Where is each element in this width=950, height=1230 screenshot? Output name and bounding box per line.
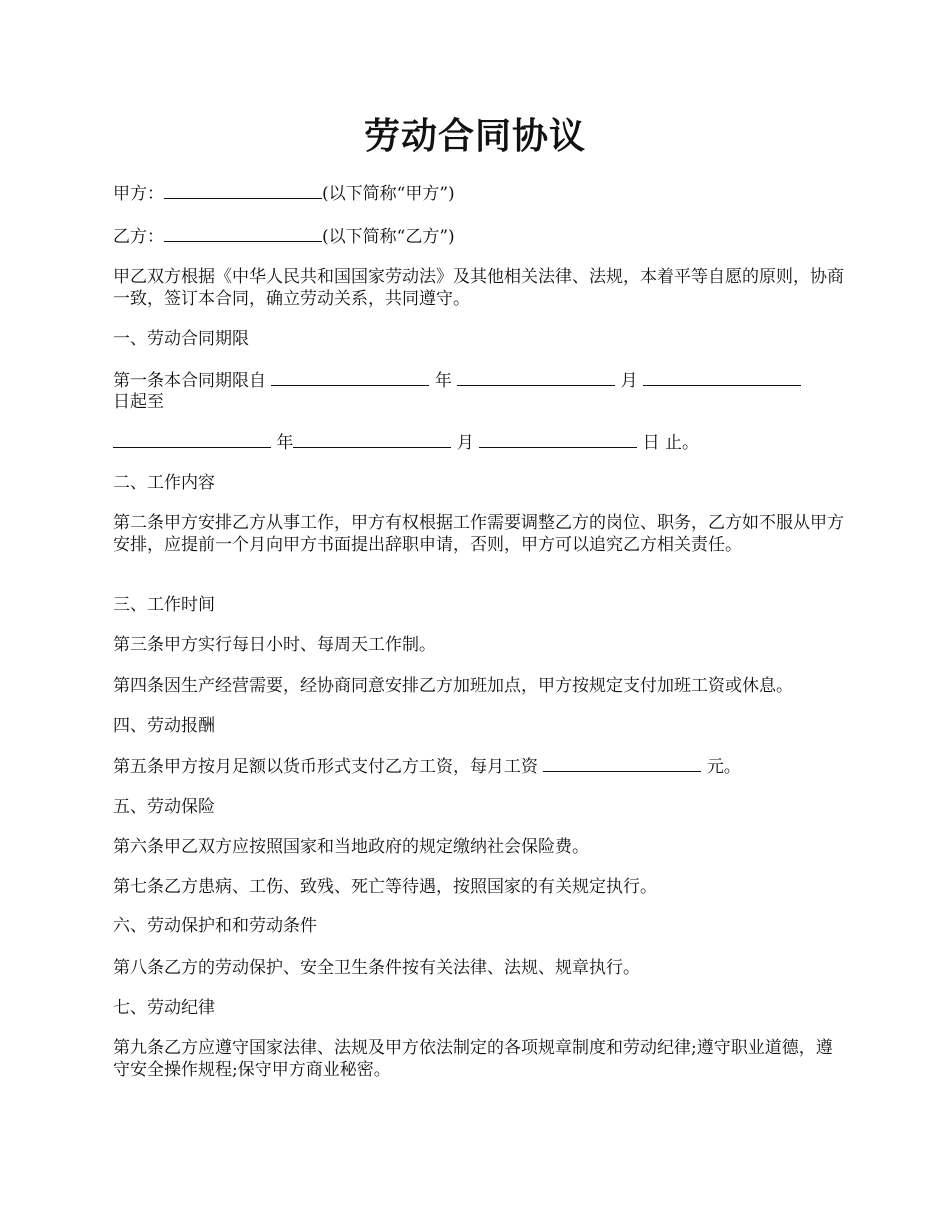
party-b-suffix: (以下简称“乙方”) <box>322 227 455 247</box>
end-day-label: 日 止。 <box>642 433 700 453</box>
section-heading: 四、劳动报酬 <box>113 716 215 736</box>
section-heading: 六、劳动保护和和劳动条件 <box>113 916 317 936</box>
article-3-paragraph: 第三条甲方实行每日小时、每周天工作制。 <box>113 635 436 655</box>
party-b-label: 乙方： <box>113 227 164 247</box>
party-a-blank <box>164 182 322 199</box>
article-5-line <box>113 755 853 778</box>
article-1-line-2: 日起至 <box>113 392 164 412</box>
party-a-label: 甲方： <box>113 184 164 204</box>
end-month-blank <box>293 431 451 448</box>
section-heading: 五、劳动保险 <box>113 797 215 817</box>
article-1-line-1 <box>113 369 853 392</box>
end-month-label: 月 <box>456 433 474 453</box>
article-2-paragraph: 第二条甲方安排乙方从事工作，甲方有权根据工作需要调整乙方的岗位、职务，乙方如不服从甲方安排，应提前一个月向甲方书面提出辞职申请，否则，甲方可以追究乙方相关责任。 <box>113 513 844 555</box>
end-year-label: 年 <box>276 433 294 453</box>
start-month-label: 月 <box>620 371 638 391</box>
article-6-paragraph: 第六条甲乙双方应按照国家和当地政府的规定缴纳社会保险费。 <box>113 837 589 857</box>
article-9-paragraph: 第九条乙方应遵守国家法律、法规及甲方依法制定的各项规章制度和劳动纪律;遵守职业道德，遵守安全操作规程;保守甲方商业秘密。 <box>113 1038 833 1080</box>
section-heading: 七、劳动纪律 <box>113 998 215 1018</box>
article-5-prefix: 第五条甲方按月足额以货币形式支付乙方工资，每月工资 <box>113 757 538 777</box>
party-a-suffix: (以下简称“甲方”) <box>322 184 455 204</box>
article-7-paragraph: 第七条乙方患病、工伤、致残、死亡等待遇，按照国家的有关规定执行。 <box>113 877 657 897</box>
party-a-line <box>113 182 853 205</box>
section-heading: 二、工作内容 <box>113 473 215 493</box>
start-day-blank <box>643 369 801 386</box>
start-month-blank <box>457 369 615 386</box>
document-title: 劳动合同协议 <box>363 115 586 157</box>
article-5-suffix: 元。 <box>706 757 741 777</box>
article-8-paragraph: 第八条乙方的劳动保护、安全卫生条件按有关法律、法规、规章执行。 <box>113 958 640 978</box>
end-day-blank <box>479 431 637 448</box>
party-b-line <box>113 225 853 248</box>
salary-blank <box>543 755 701 772</box>
party-b-blank <box>164 225 322 242</box>
article-4-paragraph: 第四条因生产经营需要，经协商同意安排乙方加班加点，甲方按规定支付加班工资或休息。 <box>113 676 793 696</box>
article-1-prefix: 第一条本合同期限自 <box>113 371 266 391</box>
start-year-blank <box>271 369 429 386</box>
start-year-label: 年 <box>434 371 452 391</box>
section-heading: 一、劳动合同期限 <box>113 329 249 349</box>
intro-paragraph: 甲乙双方根据《中华人民共和国国家劳动法》及其他相关法律、法规，本着平等自愿的原则，协商一致，签订本合同，确立劳动关系，共同遵守。 <box>113 267 844 309</box>
end-year-blank <box>113 431 271 448</box>
article-1-line-3 <box>113 431 853 454</box>
section-heading: 三、工作时间 <box>113 595 215 615</box>
